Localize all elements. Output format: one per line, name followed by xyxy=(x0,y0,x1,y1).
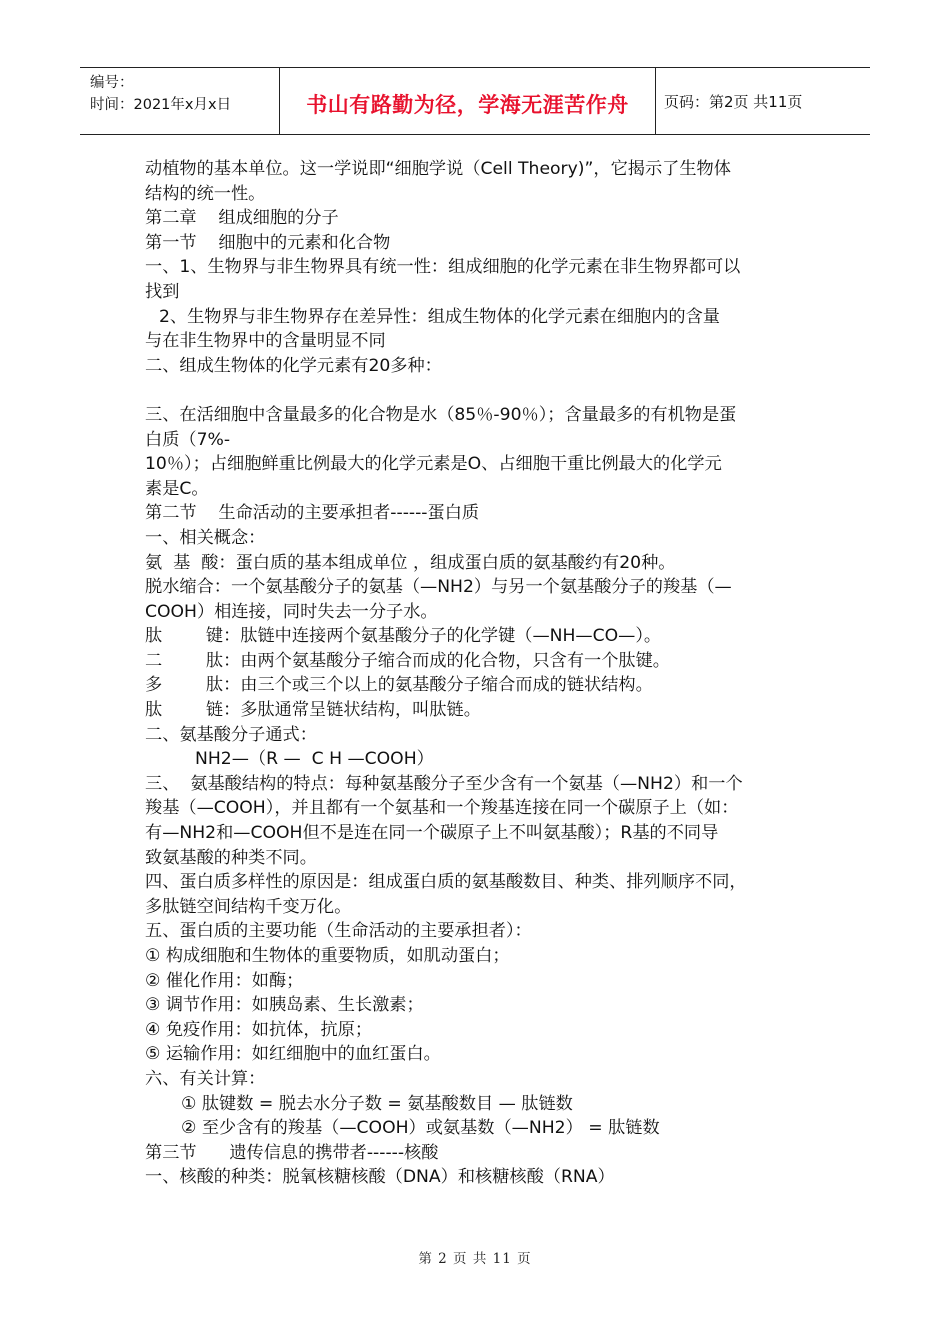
document-header xyxy=(80,67,870,135)
body-line: 肽 键：肽链中连接两个氨基酸分子的化学键（—NH—CO—）。 xyxy=(145,626,662,647)
section-heading: 第一节 细胞中的元素和化合物 xyxy=(145,232,391,253)
document-number-label: 编号： xyxy=(90,75,134,91)
header-page-info: 页码：第2页 共11页 xyxy=(664,92,803,111)
chapter-heading: 第二章 组成细胞的分子 xyxy=(145,208,339,229)
body-line: 白质（7%- xyxy=(145,429,231,450)
body-line: 找到 xyxy=(145,281,180,302)
body-line: 氨 基 酸：蛋白质的基本组成单位 ，组成蛋白质的氨基酸约有20种。 xyxy=(145,552,676,573)
formula-line: ① 肽键数 = 脱去水分子数 = 氨基酸数目 — 肽链数 xyxy=(181,1093,573,1114)
body-line: 二 肽：由两个氨基酸分子缩合而成的化合物，只含有一个肽键。 xyxy=(145,650,670,671)
body-line: 结构的统一性。 xyxy=(145,183,266,204)
body-line: 肽 链：多肽通常呈链状结构，叫肽链。 xyxy=(145,700,481,721)
body-line: 致氨基酸的种类不同。 xyxy=(145,847,317,868)
body-line: 二、组成生物体的化学元素有20多种： xyxy=(145,355,442,376)
body-line: 素是C。 xyxy=(145,478,209,499)
body-line: 四、蛋白质多样性的原因是：组成蛋白质的氨基酸数目、种类、排列顺序不同， xyxy=(145,872,747,893)
body-line: 五、蛋白质的主要功能（生命活动的主要承担者）： xyxy=(145,921,532,942)
blank-line xyxy=(145,378,813,403)
list-item: ⑤ 运输作用：如红细胞中的血红蛋白。 xyxy=(145,1044,441,1065)
body-line: COOH）相连接，同时失去一分子水。 xyxy=(145,601,438,622)
header-meta-cell xyxy=(80,68,280,134)
body-line: 多肽链空间结构千变万化。 xyxy=(145,896,352,917)
body-line: 二、氨基酸分子通式： xyxy=(145,724,317,745)
list-item: ① 构成细胞和生物体的重要物质，如肌动蛋白； xyxy=(145,946,510,966)
body-line: 动植物的基本单位。这一学说即“细胞学说（Cell Theory)”，它揭示了生物体 xyxy=(145,159,731,179)
body-line: 多 肽：由三个或三个以上的氨基酸分子缩合而成的链状结构。 xyxy=(145,675,653,696)
header-page-cell xyxy=(656,68,870,134)
body-line: 一、1、生物界与非生物界具有统一性：组成细胞的化学元素在非生物界都可以 xyxy=(145,257,741,278)
body-line: 六、有关计算： xyxy=(145,1068,266,1089)
body-line: 三、在活细胞中含量最多的化合物是水（85％-90％）；含量最多的有机物是蛋 xyxy=(145,404,737,425)
body-line: 与在非生物界中的含量明显不同 xyxy=(145,331,386,352)
body-line: 一、相关概念： xyxy=(145,527,266,548)
body-line: 有—NH2和—COOH但不是连在同一个碳原子上不叫氨基酸）；R基的不同导 xyxy=(145,823,719,844)
header-motto-cell xyxy=(280,68,656,134)
body-line: 2、生物界与非生物界存在差异性：组成生物体的化学元素在细胞内的含量 xyxy=(159,306,720,327)
header-motto: 书山有路勤为径，学海无涯苦作舟 xyxy=(306,93,629,117)
document-date: 时间：2021年x月x日 xyxy=(90,97,232,113)
formula-line: NH2—（R — C H —COOH） xyxy=(195,749,434,770)
document-body xyxy=(145,157,813,1190)
list-item: ② 催化作用：如酶； xyxy=(145,970,304,991)
section-heading: 第二节 生命活动的主要承担者------蛋白质 xyxy=(145,503,480,524)
body-line: 10％）；占细胞鲜重比例最大的化学元素是O、占细胞干重比例最大的化学元 xyxy=(145,454,722,475)
body-line: 三、 氨基酸结构的特点：每种氨基酸分子至少含有一个氨基（—NH2）和一个 xyxy=(145,773,743,794)
list-item: ④ 免疫作用：如抗体，抗原； xyxy=(145,1019,373,1040)
body-line: 羧基（—COOH），并且都有一个氨基和一个羧基连接在同一个碳原子上（如： xyxy=(145,798,739,819)
page-footer: 第 2 页 共 11 页 xyxy=(418,1251,532,1267)
body-line: 一、核酸的种类：脱氧核糖核酸（DNA）和核糖核酸（RNA） xyxy=(145,1167,615,1188)
formula-line: ② 至少含有的羧基（—COOH）或氨基数（—NH2） = 肽链数 xyxy=(181,1118,660,1139)
section-heading: 第三节 遗传信息的携带者------核酸 xyxy=(145,1142,439,1163)
list-item: ③ 调节作用：如胰岛素、生长激素； xyxy=(145,995,424,1016)
body-line: 脱水缩合：一个氨基酸分子的氨基（—NH2）与另一个氨基酸分子的羧基（— xyxy=(145,577,732,598)
